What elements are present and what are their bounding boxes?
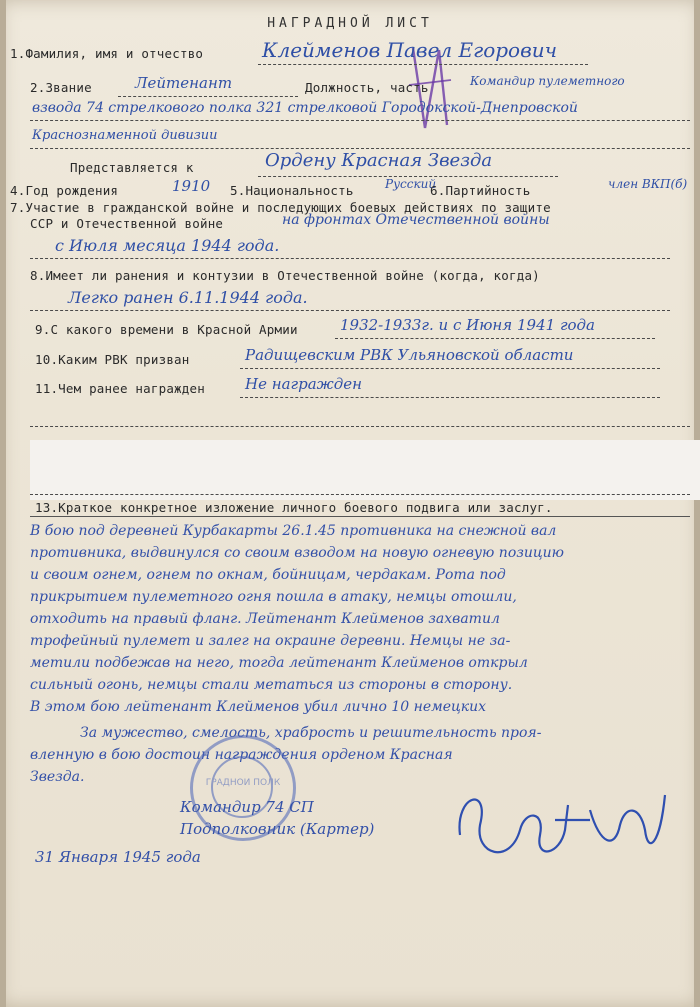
redacted-area bbox=[30, 440, 700, 500]
narrative-line: вленную в бою достоин награждения орденом Красная bbox=[30, 747, 453, 763]
narrative-line: сильный огонь, немцы стали метаться из стороны в сторону. bbox=[30, 677, 513, 693]
field-10-label: 10.Каким РВК призван bbox=[35, 352, 190, 367]
field-13-label: 13.Краткое конкретное изложение личного боевого подвига или заслуг. bbox=[35, 500, 553, 515]
field-3-label: Представляется к bbox=[70, 160, 194, 175]
position-line-2 bbox=[30, 120, 690, 121]
narrative-line: отходить на правый фланг. Лейтенант Клейменов захватил bbox=[30, 611, 500, 627]
field-7-value-2: с Июля месяца 1944 года. bbox=[55, 236, 280, 255]
field-1-value: Клейменов Павел Егорович bbox=[262, 38, 558, 62]
narrative-line: В этом бою лейтенант Клейменов убил лично 10 немецких bbox=[30, 699, 487, 715]
narrative-line: В бою под деревней Курбакарты 26.1.45 противника на снежной вал bbox=[30, 523, 557, 539]
separator-line-1 bbox=[30, 426, 690, 427]
position-line-3 bbox=[30, 148, 690, 149]
narrative-line: и своим огнем, огнем по окнам, бойницам, чердакам. Рота под bbox=[30, 567, 506, 583]
stamp-text: ГРАДНОИ ПОЛК bbox=[205, 778, 281, 788]
field-11-label: 11.Чем ранее награжден bbox=[35, 381, 205, 396]
field-1-label: 1.Фамилия, имя и отчество bbox=[10, 46, 204, 61]
field-10-value: Радищевским РВК Ульяновской области bbox=[245, 346, 574, 364]
field-7-value: на фронтах Отечественной войны bbox=[282, 212, 550, 228]
document-title: НАГРАДНОЙ ЛИСТ bbox=[267, 16, 433, 31]
right-edge bbox=[694, 0, 700, 1007]
field-5-label: 5.Национальность bbox=[230, 183, 354, 198]
field-10-line bbox=[240, 368, 660, 369]
narrative-line: трофейный пулемет и залег на окраине деревни. Немцы не за- bbox=[30, 633, 511, 649]
position-value-3: Краснознаменной дивизии bbox=[32, 128, 218, 143]
narrative-line: За мужество, смелость, храбрость и решительность проя- bbox=[80, 725, 542, 741]
field-8-line bbox=[30, 310, 670, 311]
field-6-value: член ВКП(б) bbox=[608, 177, 688, 191]
narrative-line: метили подбежав на него, тогда лейтенант Клейменов открыл bbox=[30, 655, 528, 671]
document-date: 31 Января 1945 года bbox=[35, 848, 201, 866]
narrative-line: прикрытием пулеметного огня пошла в атаку, немцы отошли, bbox=[30, 589, 517, 605]
field-7-label: 7.Участие в гражданской войне и последующих боевых действиях по защите bbox=[10, 200, 551, 215]
field-2b-label: Должность, часть bbox=[305, 80, 429, 95]
handwritten-signature bbox=[450, 775, 670, 885]
field-2-value: Лейтенант bbox=[135, 74, 233, 92]
field-2-label: 2.Звание bbox=[30, 80, 92, 95]
field-8-label: 8.Имеет ли ранения и контузии в Отечественной войне (когда, когда) bbox=[30, 268, 540, 283]
left-edge bbox=[0, 0, 6, 1007]
field-9-line bbox=[335, 338, 655, 339]
narrative-line: противника, выдвинулся со своим взводом на новую огневую позицию bbox=[30, 545, 565, 561]
signatory-rank: Подполковник (Картер) bbox=[180, 820, 375, 838]
feat-top-line bbox=[30, 516, 690, 517]
field-11-line bbox=[240, 397, 660, 398]
separator-line-2 bbox=[30, 494, 690, 495]
field-9-value: 1932-1933г. и с Июня 1941 года bbox=[340, 316, 595, 334]
field-7-line bbox=[30, 258, 670, 259]
field-4-label: 4.Год рождения bbox=[10, 183, 119, 198]
field-4-value: 1910 bbox=[172, 177, 211, 195]
position-value-2: взвода 74 стрелкового полка 321 стрелковой Городокской-Днепровской bbox=[32, 100, 578, 116]
field-2-line bbox=[118, 96, 298, 97]
signatory-title: Командир 74 СП bbox=[180, 798, 314, 816]
field-1-line bbox=[258, 64, 588, 65]
narrative-line: Звезда. bbox=[30, 769, 85, 785]
field-6-label: 6.Партийность bbox=[430, 183, 531, 198]
field-2b-value: Командир пулеметного bbox=[470, 74, 625, 88]
field-3-value: Ордену Красная Звезда bbox=[265, 150, 493, 171]
field-11-value: Не награжден bbox=[245, 375, 362, 393]
field-7-label-2: ССР и Отечественной войне bbox=[30, 216, 224, 231]
field-9-label: 9.С какого времени в Красной Армии bbox=[35, 322, 298, 337]
field-5-value: Русский bbox=[385, 177, 437, 191]
field-8-value: Легко ранен 6.11.1944 года. bbox=[68, 288, 308, 307]
